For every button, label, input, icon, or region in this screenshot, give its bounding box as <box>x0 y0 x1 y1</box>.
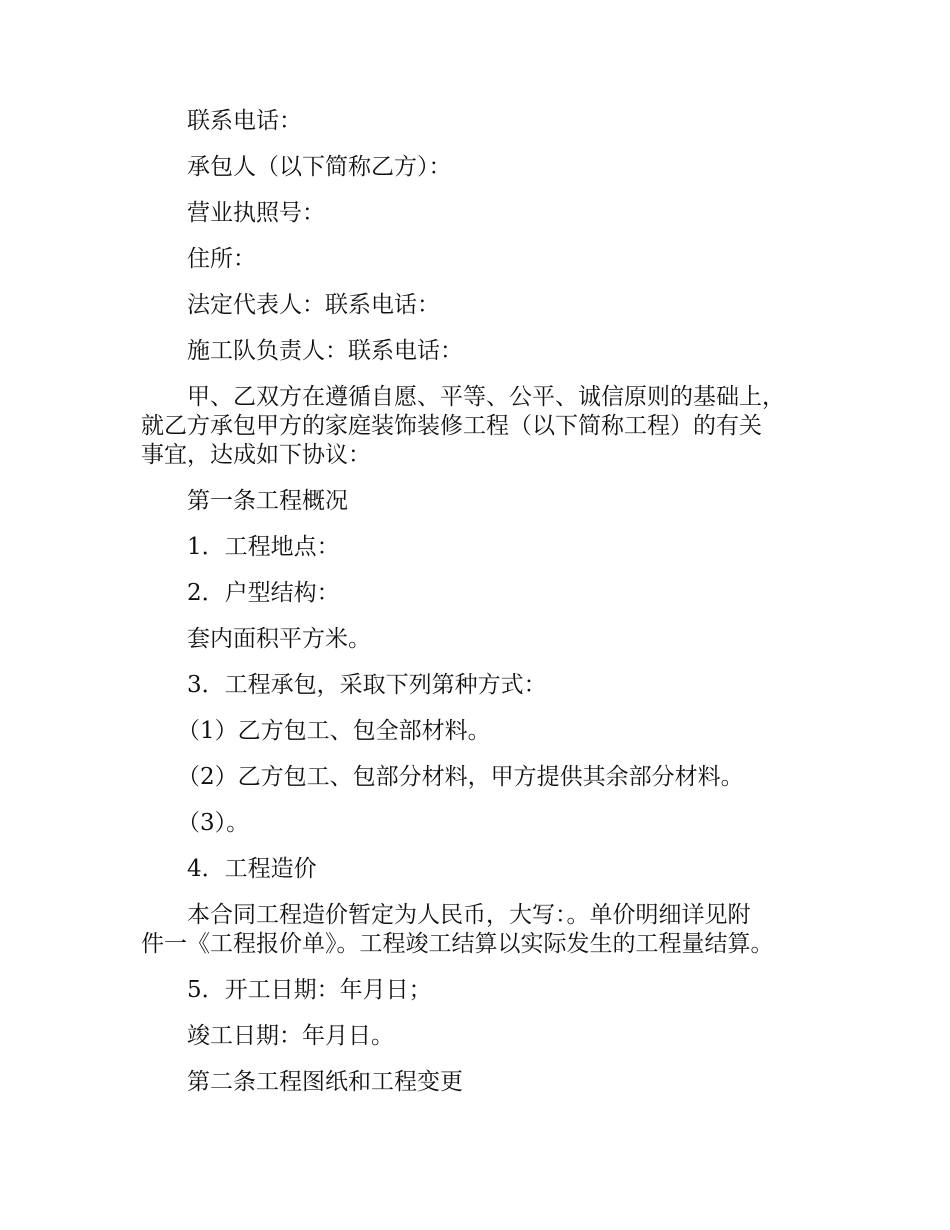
preamble-line-2: 就乙方承包甲方的家庭装饰装修工程（以下简称工程）的有关 <box>141 413 762 439</box>
preamble-line-1: 甲、乙双方在遵循自愿、平等、公平、诚信原则的基础上， <box>187 384 785 410</box>
address-line: 住所： <box>187 246 256 272</box>
preamble-paragraph <box>141 383 830 470</box>
legal-representative-line: 法定代表人：联系电话： <box>187 292 440 318</box>
business-license-line: 营业执照号： <box>187 200 325 226</box>
article-2-heading: 第二条工程图纸和工程变更 <box>187 1069 463 1095</box>
item-5-start-date: 5．开工日期：年月日； <box>187 977 432 1003</box>
area-line: 套内面积平方米。 <box>187 626 371 652</box>
article-1-heading: 第一条工程概况 <box>187 488 348 514</box>
option-1-line: （1）乙方包工、包全部材料。 <box>177 718 491 744</box>
construction-team-leader-line: 施工队负责人：联系电话： <box>187 338 463 364</box>
price-line-1: 本合同工程造价暂定为人民币，大写：。单价明细详见附 <box>187 902 751 928</box>
preamble-line-3: 事宜，达成如下协议： <box>141 442 371 468</box>
item-2-layout: 2．户型结构： <box>187 580 340 606</box>
option-2-line: （2）乙方包工、包部分材料，甲方提供其余部分材料。 <box>177 764 744 790</box>
item-3-contract-mode: 3．工程承包，采取下列第种方式： <box>187 672 547 698</box>
price-line-2: 件一《工程报价单》。工程竣工结算以实际发生的工程量结算。 <box>141 931 774 957</box>
item-4-cost: 4．工程造价 <box>187 856 317 882</box>
completion-date-line: 竣工日期：年月日。 <box>187 1023 394 1049</box>
price-paragraph <box>141 901 830 959</box>
contractor-line: 承包人（以下简称乙方）： <box>187 154 452 180</box>
option-3-line: （3）。 <box>177 810 250 836</box>
contact-phone-line: 联系电话： <box>187 108 302 134</box>
item-1-location: 1．工程地点： <box>187 534 340 560</box>
